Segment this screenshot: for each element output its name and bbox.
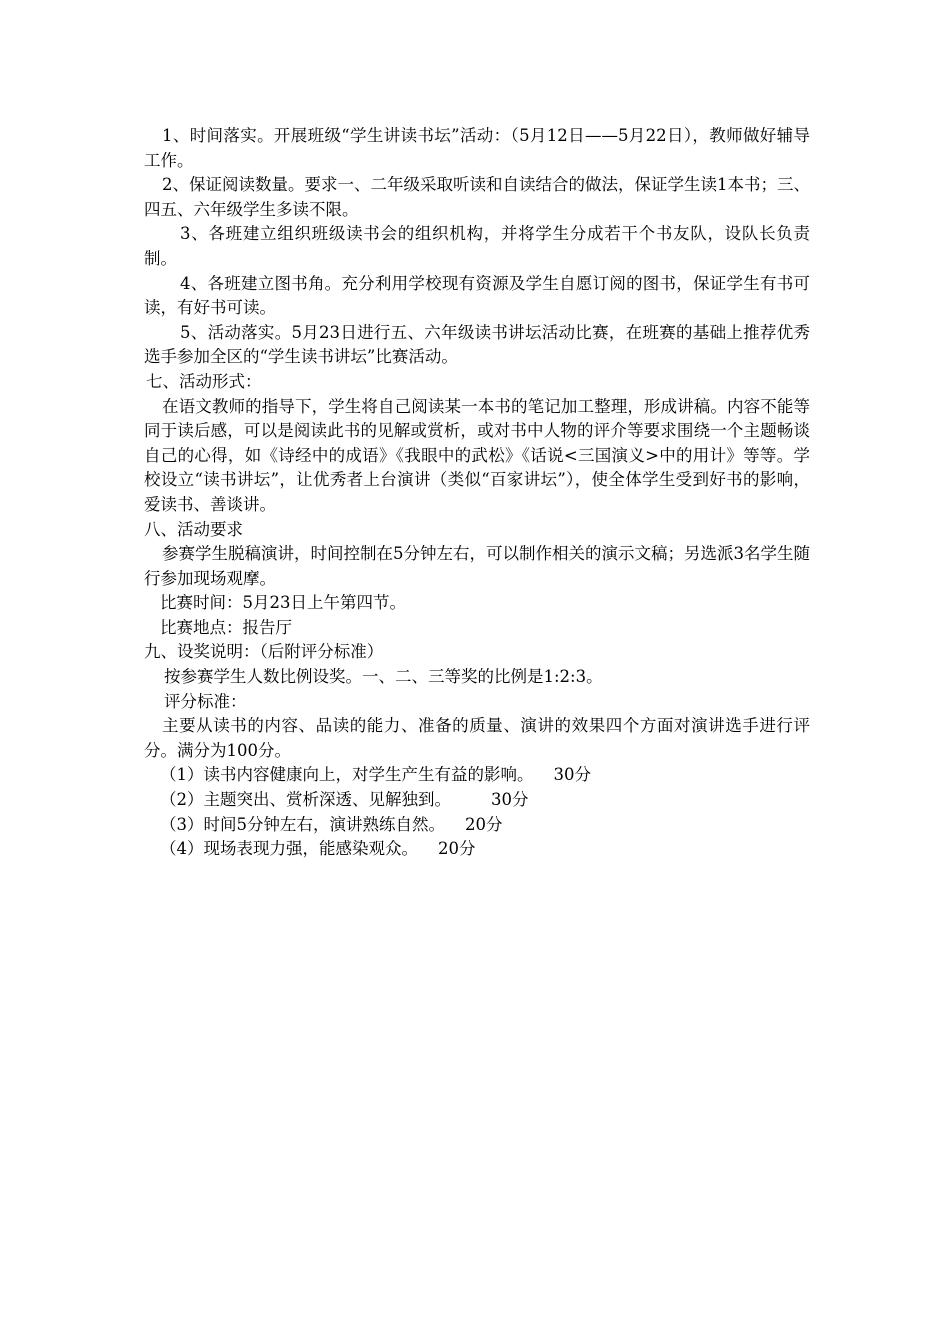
section-9-heading: 九、设奖说明：（后附评分标准） [144, 642, 384, 662]
section-8-heading: 八、活动要求 [144, 519, 243, 539]
criteria-item [144, 813, 810, 838]
document-body [144, 124, 810, 862]
criteria-item [144, 788, 810, 813]
paragraph-item-2: 2、保证阅读数量。要求一、二年级采取听读和自读结合的做法，保证学生读1本书；三、四五、六年级学生多读不限。 [144, 175, 810, 219]
section-8-body: 参赛学生脱稿演讲，时间控制在5分钟左右，可以制作相关的演示文稿；另选派3名学生随行参加现场观摩。 [144, 544, 810, 588]
paragraph-item-3: 3、各班建立组织班级读书会的组织机构，并将学生分成若干个书友队，设队长负责制。 [144, 224, 810, 268]
criteria-item [144, 763, 810, 788]
criteria-text: （3）时间5分钟左右，演讲熟练自然。 [160, 814, 445, 834]
section-7-body: 在语文教师的指导下，学生将自己阅读某一本书的笔记加工整理，形成讲稿。内容不能等同于读后感，可以是阅读此书的见解或赏析，或对书中人物的评介等要求围绕一个主题畅谈自己的心得，如《诗经中的成语》《我眼中的武松》《话说<三国演义>中的用计》等等。学校设立“读书讲坛”，让优秀者上台演讲（类似“百家讲坛”），使全体学生受到好书的影响，爱读书、善谈讲。 [144, 396, 810, 514]
paragraph-item-1: 1、时间落实。开展班级“学生讲读书坛”活动：（5月12日——5月22日），教师做好辅导工作。 [144, 126, 810, 170]
paragraph-item-5: 5、活动落实。5月23日进行五、六年级读书讲坛活动比赛，在班赛的基础上推荐优秀选手参加全区的“学生读书讲坛”比赛活动。 [144, 322, 810, 367]
criteria-score: 30分 [553, 765, 591, 785]
section-7-heading: 七、活动形式： [146, 371, 262, 391]
criteria-item [144, 837, 810, 862]
criteria-label: 评分标准： [164, 691, 247, 711]
criteria-score: 20分 [465, 814, 503, 834]
criteria-text: （4）现场表现力强，能感染观众。 [160, 839, 418, 859]
criteria-text: （1）读书内容健康向上，对学生产生有益的影响。 [160, 765, 534, 785]
competition-place: 比赛地点：报告厅 [160, 617, 292, 637]
paragraph-item-4: 4、各班建立图书角。充分利用学校现有资源及学生自愿订阅的图书，保证学生有书可读，有好书可读。 [144, 273, 810, 318]
competition-time: 比赛时间：5月23日上午第四节。 [160, 593, 406, 613]
criteria-intro: 主要从读书的内容、品读的能力、准备的质量、演讲的效果四个方面对演讲选手进行评分。满分为100分。 [144, 716, 810, 760]
criteria-score: 20分 [438, 839, 476, 859]
criteria-score: 30分 [491, 790, 529, 810]
criteria-text: （2）主题突出、赏析深透、见解独到。 [160, 790, 451, 810]
award-ratio: 按参赛学生人数比例设奖。一、二、三等奖的比例是1:2:3。 [164, 667, 603, 687]
